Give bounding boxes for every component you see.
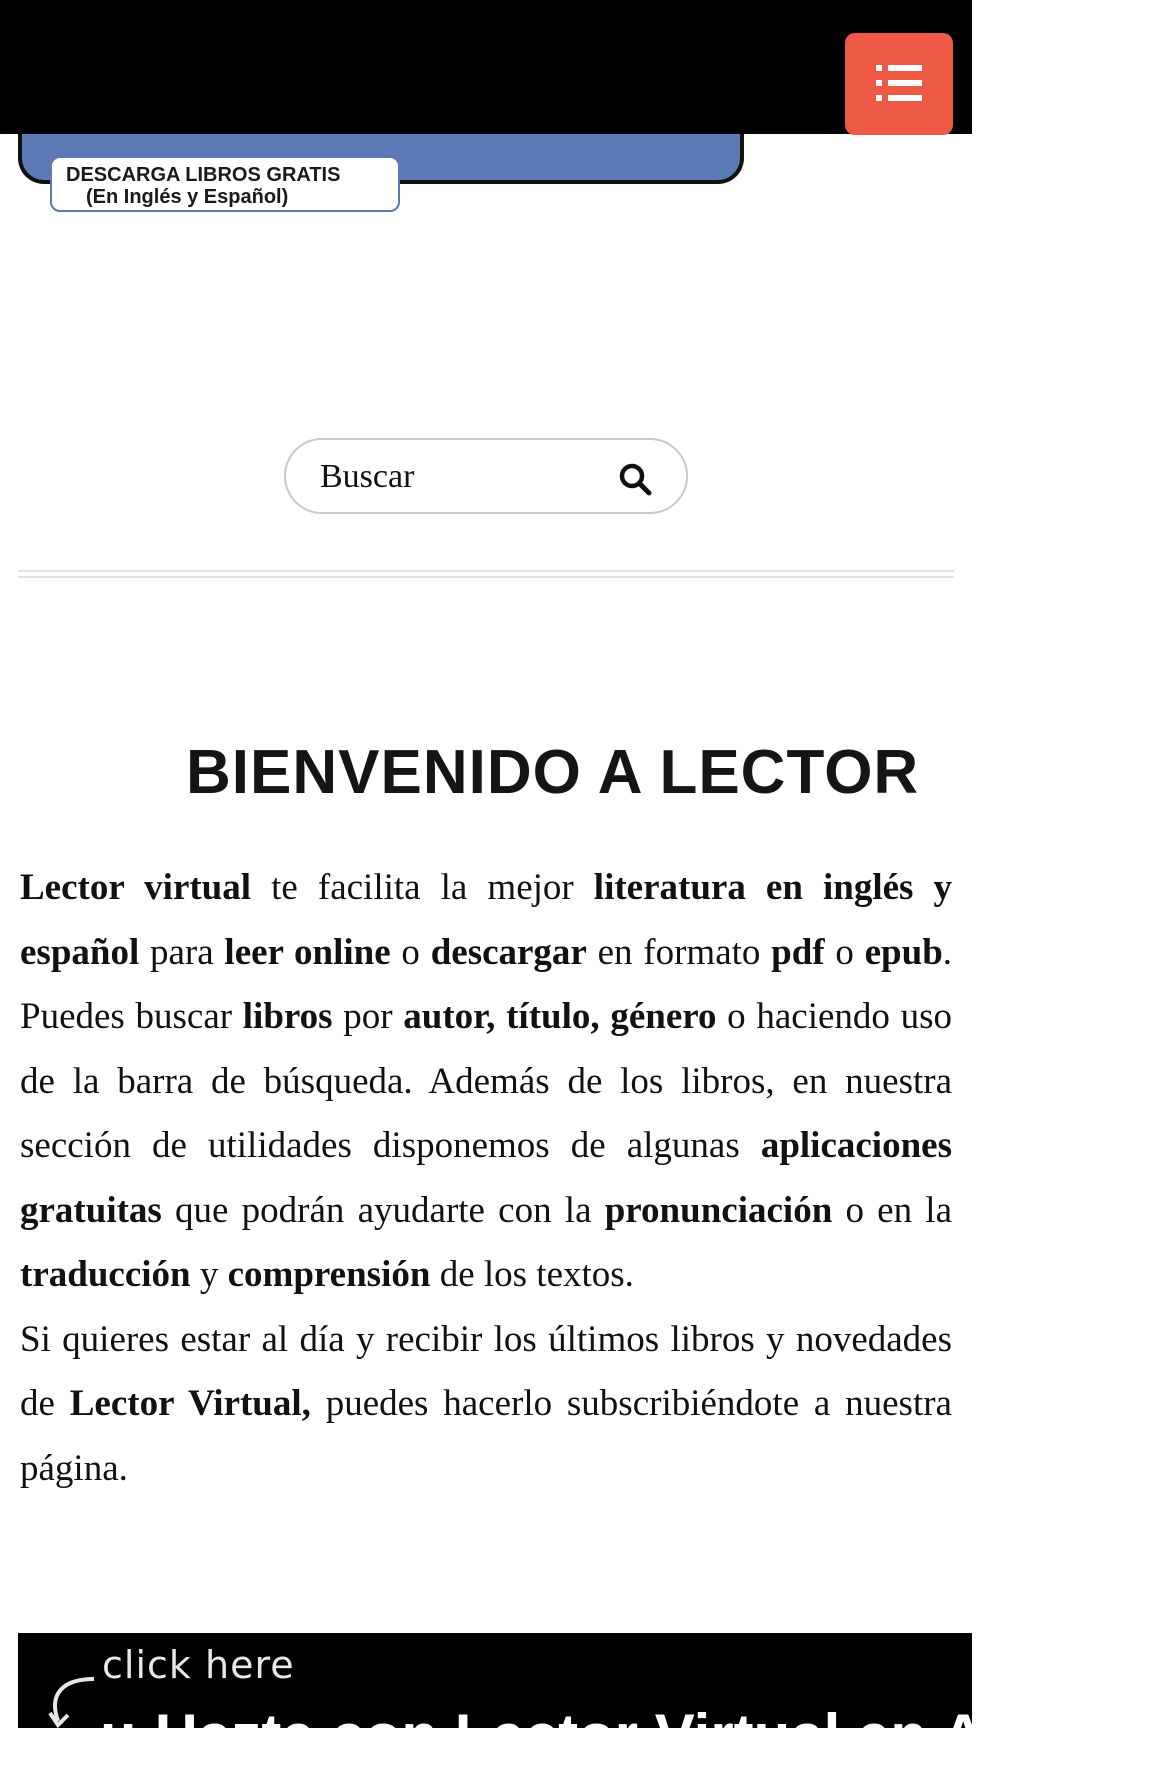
bold-text: pdf bbox=[771, 931, 825, 973]
bold-text: Lector virtual bbox=[20, 867, 252, 908]
logo-tagline-line2: (En Inglés y Español) bbox=[86, 186, 289, 208]
text-run: y bbox=[190, 1254, 228, 1295]
text-run: de los textos. bbox=[430, 1254, 634, 1295]
text-run: Si quieres estar al día y recibir los últimos libros y novedades de bbox=[20, 1318, 952, 1424]
search-input[interactable] bbox=[318, 452, 582, 502]
bold-text: leer online bbox=[224, 931, 391, 973]
bold-text: descargar bbox=[430, 931, 587, 973]
text-run: o en la bbox=[832, 1189, 952, 1231]
search-icon[interactable] bbox=[618, 462, 652, 496]
text-run: . Puedes buscar bbox=[20, 931, 953, 1037]
intro-paragraph-1 bbox=[20, 856, 952, 1308]
intro-paragraph-2 bbox=[20, 1308, 952, 1502]
logo-tagline-line1: DESCARGA LIBROS GRATIS bbox=[66, 164, 341, 186]
text-run: puedes hacerlo subscribiéndote a nuestra página. bbox=[20, 1383, 952, 1489]
curved-arrow-icon bbox=[34, 1673, 104, 1733]
text-run: te facilita la mejor bbox=[251, 867, 594, 908]
banner-text: ¡¡ Hazte con Lector Virtual en Android bbox=[98, 1702, 1171, 1769]
text-run: o haciendo uso de la barra de búsqueda. Además de los libros, en nuestra sección de utilidades disponemos de algunas bbox=[20, 996, 952, 1166]
text-run: o bbox=[390, 931, 431, 973]
android-app-banner[interactable] bbox=[18, 1633, 1171, 1769]
text-run: o bbox=[824, 931, 865, 973]
text-run: en formato bbox=[586, 931, 772, 973]
bold-text: Lector Virtual, bbox=[69, 1383, 311, 1424]
bold-text: comprensión bbox=[227, 1254, 431, 1295]
welcome-heading: BIENVENIDO A LECTOR bbox=[186, 738, 920, 807]
text-run: para bbox=[139, 931, 225, 973]
list-icon bbox=[876, 61, 922, 105]
bold-text: autor, título, género bbox=[403, 996, 717, 1037]
bold-text: traducción bbox=[20, 1254, 191, 1295]
top-header bbox=[0, 0, 972, 134]
bold-text: libros bbox=[242, 996, 333, 1037]
bold-text: epub bbox=[864, 931, 943, 973]
text-run: por bbox=[332, 996, 404, 1037]
divider bbox=[18, 570, 954, 578]
logo-tagline bbox=[50, 156, 400, 212]
search-box bbox=[284, 438, 688, 514]
bold-text: aplicaciones gratuitas bbox=[20, 1125, 952, 1231]
bold-text: literatura en inglés y español bbox=[20, 867, 952, 973]
bold-text: pronunciación bbox=[604, 1189, 833, 1231]
click-here-label: click here bbox=[102, 1643, 295, 1687]
intro-text bbox=[20, 856, 952, 1501]
menu-button[interactable] bbox=[845, 33, 953, 135]
text-run: que podrán ayudarte con la bbox=[161, 1189, 605, 1231]
